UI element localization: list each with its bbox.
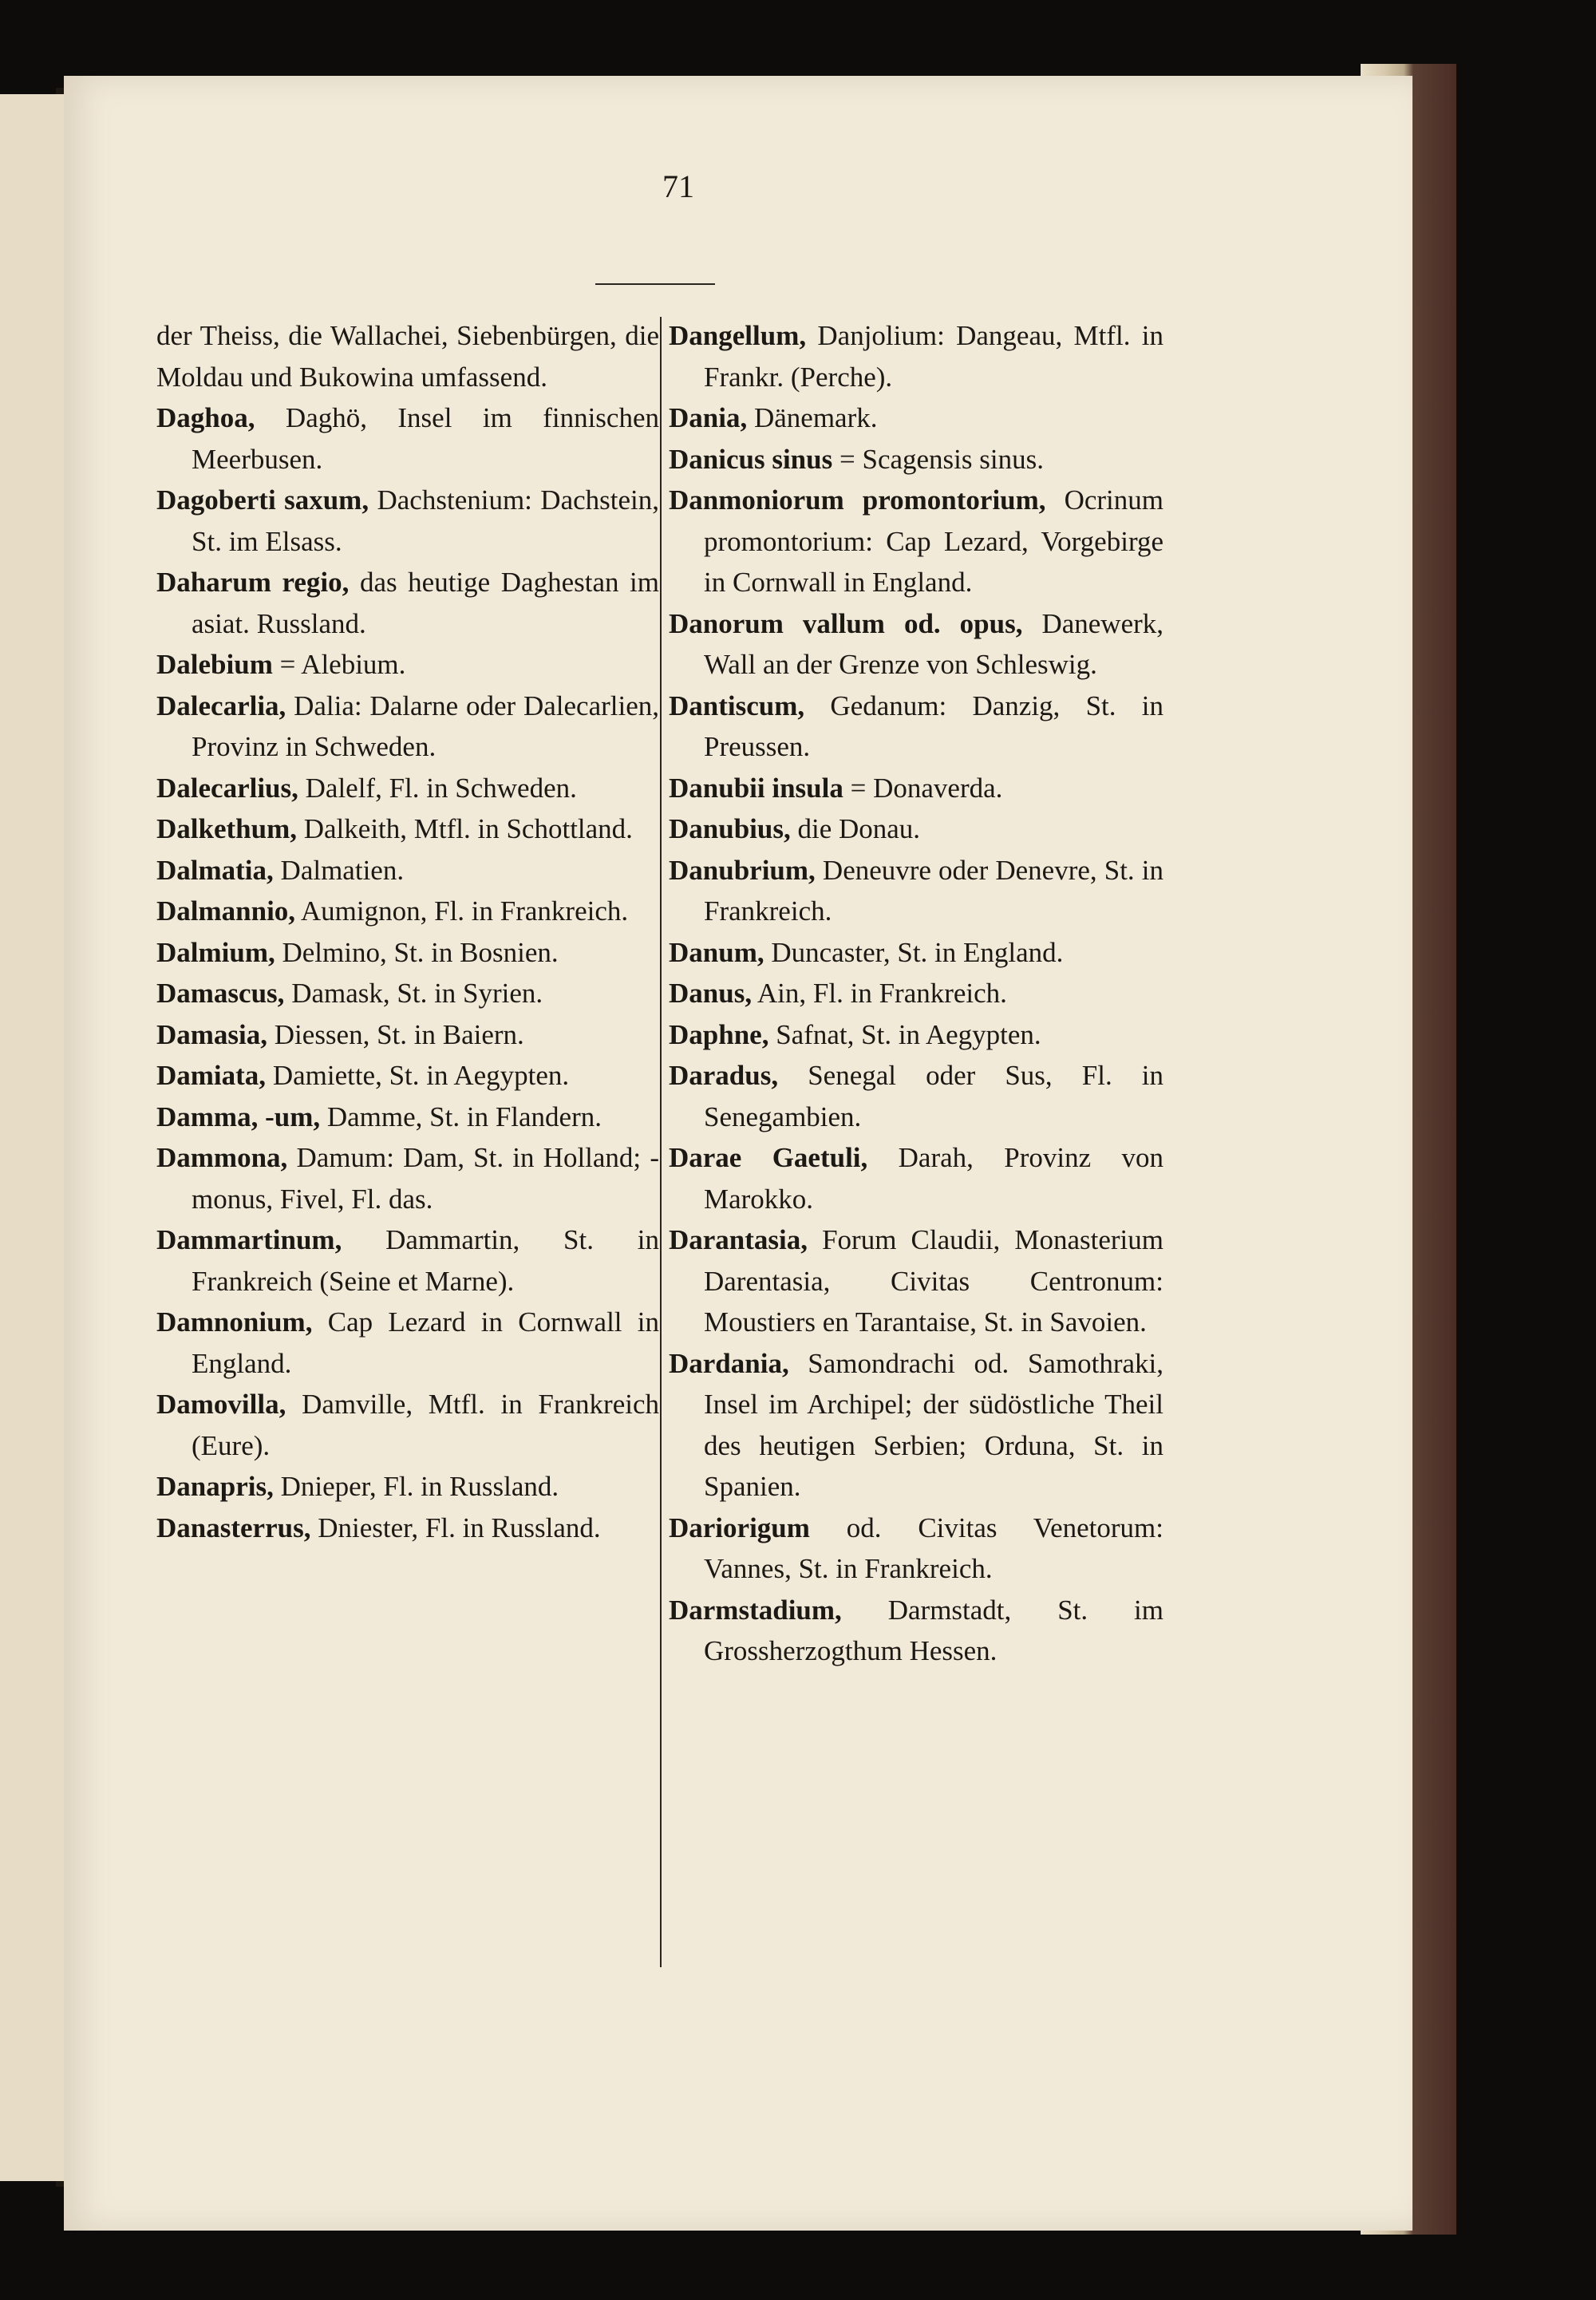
entry-headword: Dammona, (156, 1142, 288, 1173)
entry-text: Diessen, St. in Baiern. (274, 1018, 524, 1050)
entry-headword: Daphne, (669, 1018, 769, 1050)
entry-text: Damville, Mtfl. in Frankreich (Eure). (192, 1389, 660, 1461)
dictionary-entry (156, 315, 659, 397)
entry-headword: Daghoa, (156, 402, 255, 433)
entry-headword: Danmoniorum promontorium, (669, 484, 1046, 516)
entry-text: = Donaverda. (850, 772, 1003, 804)
entry-headword: Danasterrus, (156, 1512, 311, 1543)
entry-text: Gedanum: Danzig, St. in Preussen. (704, 690, 1163, 762)
dictionary-entry (156, 686, 659, 768)
entry-headword: Danubii insula (669, 772, 843, 804)
left-column (156, 315, 659, 1548)
entry-text: Safnat, St. in Aegypten. (776, 1018, 1041, 1050)
dictionary-entry (669, 932, 1163, 974)
entry-text: Darmstadt, St. im Grossherzogthum Hessen. (704, 1594, 1163, 1666)
entry-text: Ain, Fl. in Frankreich. (757, 978, 1007, 1009)
dictionary-entry (156, 1466, 659, 1508)
entry-headword: Dania, (669, 402, 748, 433)
entry-text: Dachstenium: Dachstein, St. im Elsass. (192, 484, 659, 557)
dictionary-entry (156, 562, 659, 644)
entry-text: Damme, St. in Flandern. (326, 1101, 602, 1132)
entry-text: Forum Claudii, Monasterium Darentasia, Civitas Centronum: Moustiers en Tarantaise, St. in Savoien. (704, 1224, 1163, 1338)
entry-headword: Dalecarlia, (156, 690, 286, 721)
entry-headword: Dalebium (156, 649, 273, 680)
dictionary-entry (156, 1302, 659, 1384)
entry-headword: Daradus, (669, 1060, 779, 1091)
dictionary-entry (669, 480, 1163, 603)
entry-headword: Damascus, (156, 978, 285, 1009)
dictionary-entry (156, 1097, 659, 1138)
dictionary-entry (669, 315, 1163, 397)
entry-headword: Darmstadium, (669, 1594, 842, 1626)
dictionary-entry (669, 397, 1163, 439)
entry-text: = Scagensis sinus. (839, 443, 1044, 475)
dictionary-entry (156, 768, 659, 809)
entry-text: Darah, Provinz von Marokko. (704, 1142, 1163, 1215)
dictionary-entry (669, 686, 1163, 768)
entry-headword: Darae Gaetuli, (669, 1142, 868, 1173)
entry-text: Cap Lezard in Cornwall in England. (192, 1306, 659, 1379)
entry-text: Deneuvre oder Denevre, St. in Frankreich. (704, 854, 1163, 927)
entry-headword: Damasia, (156, 1018, 268, 1050)
entry-text: Damiette, St. in Aegypten. (272, 1060, 570, 1091)
right-column (669, 315, 1163, 1672)
dictionary-entry (669, 439, 1163, 480)
entry-text: = Alebium. (279, 649, 406, 680)
entry-headword: Daharum regio, (156, 567, 350, 598)
entry-text: das heutige Daghestan im asiat. Russland. (192, 567, 659, 639)
entry-text: Senegal oder Sus, Fl. in Senegambien. (704, 1060, 1163, 1132)
dictionary-entry (156, 1508, 659, 1549)
entry-text: der Theiss, die Wallachei, Siebenbürgen, die Moldau und Bukowina umfassend. (156, 320, 659, 393)
entry-headword: Danicus sinus (669, 443, 833, 475)
entry-headword: Damovilla, (156, 1389, 286, 1420)
entry-headword: Dardania, (669, 1347, 789, 1379)
dictionary-entry (156, 808, 659, 850)
entry-headword: Danum, (669, 936, 764, 968)
entry-text: Dniester, Fl. in Russland. (318, 1512, 601, 1543)
entry-text: Danjolium: Dangeau, Mtfl. in Frankr. (Perche). (704, 320, 1163, 393)
entry-text: Duncaster, St. in England. (771, 936, 1064, 968)
entry-headword: Damnonium, (156, 1306, 313, 1338)
dictionary-entry (669, 768, 1163, 809)
entry-text: od. Civitas Venetorum: Vannes, St. in Frankreich. (704, 1512, 1163, 1584)
dictionary-entry (156, 1137, 659, 1219)
dictionary-entry (669, 850, 1163, 932)
entry-headword: Dalmium, (156, 936, 275, 968)
entry-text: Dalmatien. (280, 854, 405, 886)
entry-headword: Damiata, (156, 1060, 267, 1091)
entry-text: Dnieper, Fl. in Russland. (280, 1471, 559, 1502)
dictionary-entry (156, 932, 659, 974)
entry-headword: Dagoberti saxum, (156, 484, 369, 516)
entry-text: die Donau. (797, 813, 921, 844)
dictionary-entry (156, 1219, 659, 1302)
dictionary-entry (669, 1590, 1163, 1672)
entry-headword: Danubius, (669, 813, 791, 844)
entry-text: Dänemark. (753, 402, 878, 433)
entry-headword: Danus, (669, 978, 753, 1009)
dictionary-entry (156, 1014, 659, 1056)
dictionary-entry (669, 1343, 1163, 1508)
dictionary-entry (669, 808, 1163, 850)
entry-text: Dalkeith, Mtfl. in Schottland. (303, 813, 633, 844)
dictionary-entry (669, 603, 1163, 686)
dictionary-entry (156, 397, 659, 480)
entry-headword: Danapris, (156, 1471, 274, 1502)
entry-text: Dammartin, St. in Frankreich (Seine et Marne). (192, 1224, 659, 1297)
dictionary-entry (669, 973, 1163, 1014)
entry-headword: Dalmannio, (156, 895, 296, 927)
entry-text: Aumignon, Fl. in Frankreich. (300, 895, 629, 927)
entry-headword: Danorum vallum od. opus, (669, 607, 1023, 639)
dictionary-entry (669, 1014, 1163, 1056)
entry-text: Ocrinum promontorium: Cap Lezard, Vorgebirge in Cornwall in England. (704, 484, 1163, 598)
entry-text: Samondrachi od. Samothraki, Insel im Archipel; der südöstliche Theil des heutigen Serbien; Orduna, St. in Spanien. (704, 1347, 1163, 1502)
dictionary-entry (156, 480, 659, 562)
entry-headword: Dangellum, (669, 320, 807, 351)
header-rule (595, 283, 715, 285)
dictionary-entry (156, 1055, 659, 1097)
entry-headword: Dalkethum, (156, 813, 297, 844)
dictionary-entry (156, 1384, 659, 1466)
entry-text: Damask, St. in Syrien. (291, 978, 543, 1009)
entry-headword: Dantiscum, (669, 690, 805, 721)
entry-text: Danewerk, Wall an der Grenze von Schleswig. (704, 607, 1164, 680)
entry-text: Dalelf, Fl. in Schweden. (305, 772, 577, 804)
dictionary-entry (156, 850, 659, 891)
entry-headword: Danubrium, (669, 854, 816, 886)
dictionary-entry (669, 1508, 1163, 1590)
entry-text: Delmino, St. in Bosnien. (282, 936, 559, 968)
dictionary-entry (156, 644, 659, 686)
entry-text: Daghö, Insel im finnischen Meerbusen. (192, 402, 660, 475)
entry-text: Dalia: Dalarne oder Dalecarlien, Provinz in Schweden. (192, 690, 659, 762)
dictionary-entry (156, 973, 659, 1014)
column-divider (660, 317, 662, 1967)
dictionary-entry (156, 891, 659, 932)
entry-headword: Dalecarlius, (156, 772, 298, 804)
dictionary-entry (669, 1137, 1163, 1219)
entry-headword: Dariorigum (669, 1512, 810, 1543)
entry-headword: Darantasia, (669, 1224, 808, 1255)
entry-headword: Damma, -um, (156, 1101, 321, 1132)
entry-text: Damum: Dam, St. in Holland; -monus, Fivel, Fl. das. (192, 1142, 659, 1215)
dictionary-entry (669, 1055, 1163, 1137)
entry-headword: Dalmatia, (156, 854, 274, 886)
dictionary-entry (669, 1219, 1163, 1343)
page-number: 71 (662, 168, 694, 204)
entry-headword: Dammartinum, (156, 1224, 342, 1255)
